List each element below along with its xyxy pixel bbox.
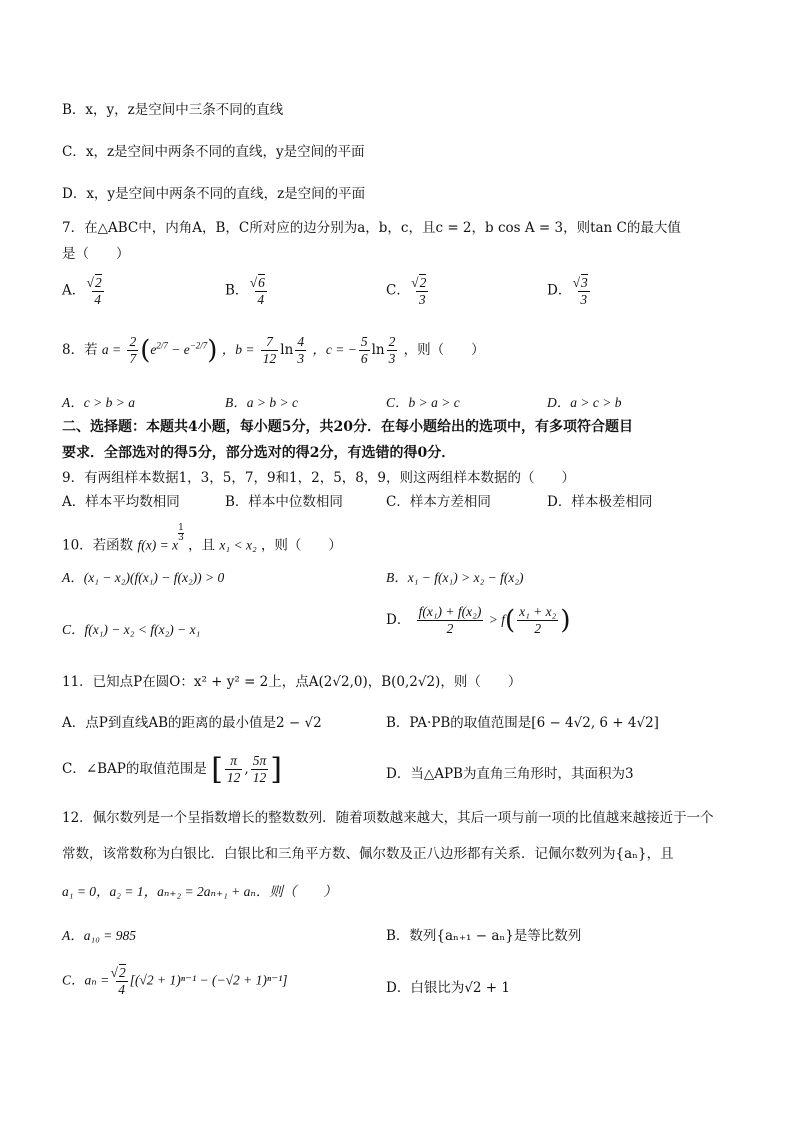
q10-option-a: A．(x₁ − x₂)(f(x₁) − f(x₂)) > 0	[62, 570, 225, 585]
q7-option-a: A． √ $\frac{2}{4}$	[62, 274, 106, 308]
q10-stem: 10．若函数 f(x) = x $^{\frac{1}{3}}$ ，且 x₁ < x₂ ，则（ ）	[62, 523, 342, 554]
section2-heading-line1: 二、选择题：本题共4小题，每小题5分，共20分．在每小题给出的选项中，有多项符合题目	[62, 419, 633, 435]
q9-stem: 9．有两组样本数据1，3，5，7，9和1，2，5，8，9，则这两组样本数据的（ ）	[62, 470, 575, 486]
q11-option-d: D．当△APB为直角三角形时，其面积为3	[386, 766, 634, 782]
q8-option-c: C．b > a > c	[386, 395, 460, 410]
q7-stem-line1: 7．在△ABC中，内角A，B，C所对应的边分别为a，b，c，且c = 2，b cos A = 3，则tan C的最大值	[62, 220, 681, 236]
q8-option-b: B．a > b > c	[225, 395, 298, 410]
section2-heading-line2: 要求．全部选对的得5分，部分选对的得2分，有选错的得0分．	[62, 445, 456, 461]
q6-option-c: C．x，z是空间中两条不同的直线，y是空间的平面	[62, 144, 365, 160]
q8-stem: 8．若 a = $\frac{2}{7}$ $(e^{2/7} - e^{-2/7})$ ，b = $\frac{7}{12}$ ln $\frac{4}{3}$ ，c = − $\frac{5}{6}$ ln $\frac{2}{3}$ ，则（ ）	[62, 334, 485, 366]
q11-option-c: C．∠BAP的取值范围是 [ $\frac{\pi}{12}$ , $\frac{5\pi}{12}$ ]	[62, 752, 282, 787]
q12-stem-line2: 常数，该常数称为白银比．白银比和三角平方数、佩尔数及正八边形都有关系．记佩尔数列为{aₙ}，且	[62, 846, 674, 862]
q12-option-c: C．aₙ = √ $\frac{2}{4}$ [(√2 + 1)ⁿ⁻¹ − (−√2 + 1)ⁿ⁻¹]	[62, 964, 288, 998]
q8-option-d: D．a > c > b	[547, 395, 622, 410]
q12-option-d: D．白银比为√2 + 1	[386, 980, 510, 996]
q8-option-a: A．c > b > a	[62, 395, 135, 410]
q10-option-c: C．f(x₁) − x₂ < f(x₂) − x₁	[62, 622, 201, 637]
q11-stem: 11．已知点P在圆O：x² + y² = 2上，点A(2√2,0)，B(0,2√2)，则（ ）	[62, 674, 522, 690]
q10-option-d: D． $\frac{\text{f(x₁) + f(x₂)}}{2}$ > f( $\frac{\text{x₁ + x₂}}{2}$ )	[386, 604, 571, 636]
q12-option-a: A．a₁₀ = 985	[62, 928, 136, 943]
q9-option-a: A．样本平均数相同	[62, 494, 180, 510]
q12-stem-line3: a₁ = 0，a₂ = 1，aₙ₊₂ = 2aₙ₊₁ + aₙ．则（ ）	[62, 884, 337, 899]
q7-option-c: C． √ $\frac{2}{3}$	[386, 274, 430, 308]
q9-option-d: D．样本极差相同	[547, 494, 653, 510]
q6-option-b: B．x，y，z是空间中三条不同的直线	[62, 102, 284, 118]
q10-option-b: B．x₁ − f(x₁) > x₂ − f(x₂)	[386, 570, 524, 585]
q7-option-d: D． √ $\frac{3}{3}$	[547, 274, 592, 308]
q7-option-b: B． √ $\frac{6}{4}$	[225, 274, 269, 308]
q11-option-a: A．点P到直线AB的距离的最小值是2 − √2	[62, 715, 322, 731]
q9-option-b: B．样本中位数相同	[225, 494, 343, 510]
q12-option-b: B．数列{aₙ₊₁ − aₙ}是等比数列	[386, 928, 582, 944]
q9-option-c: C．样本方差相同	[386, 494, 491, 510]
q12-stem-line1: 12．佩尔数列是一个呈指数增长的整数数列．随着项数越来越大，其后一项与前一项的比值越来越接近于一个	[62, 810, 714, 826]
q11-option-b: B．PA·PB的取值范围是[6 − 4√2, 6 + 4√2]	[386, 715, 659, 731]
q6-option-d: D．x，y是空间中两条不同的直线，z是空间的平面	[62, 186, 366, 202]
q7-stem-line2: 是（ ）	[62, 246, 130, 262]
